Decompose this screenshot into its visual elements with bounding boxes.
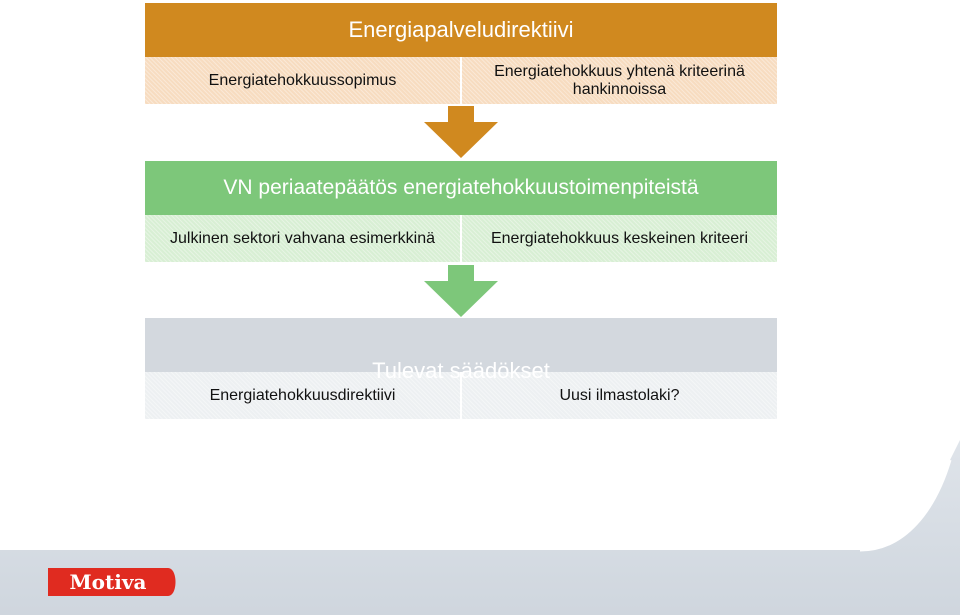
- block-cell-right: Uusi ilmastolaki?: [460, 372, 777, 419]
- block-row: [145, 57, 777, 104]
- down-arrow-icon: [424, 265, 498, 317]
- block-header: [145, 3, 777, 57]
- block-energiapalveludirektiivi: [145, 3, 777, 104]
- motiva-logo: [44, 566, 180, 598]
- block-row: [145, 215, 777, 262]
- block-title: Tulevat säädökset: [372, 358, 550, 383]
- block-cell-left: Energiatehokkuussopimus: [145, 57, 460, 104]
- block-title: Energiapalveludirektiivi: [348, 17, 574, 42]
- block-cell-right: Energiatehokkuus keskeinen kriteeri: [460, 215, 777, 262]
- block-vn-periaatepaatos: [145, 161, 777, 262]
- block-header: [145, 161, 777, 215]
- block-cell-right: Energiatehokkuus yhtenä kriteerinä hankinnoissa: [460, 57, 777, 104]
- logo-text: Motiva: [69, 570, 147, 594]
- block-cell-left: Julkinen sektori vahvana esimerkkinä: [145, 215, 460, 262]
- block-tulevat-saadokset: [145, 318, 777, 419]
- block-header: [145, 318, 777, 383]
- block-title: VN periaatepäätös energiatehokkuustoimenpiteistä: [223, 176, 699, 199]
- down-arrow-icon: [424, 106, 498, 158]
- block-cell-left: Energiatehokkuusdirektiivi: [145, 372, 460, 419]
